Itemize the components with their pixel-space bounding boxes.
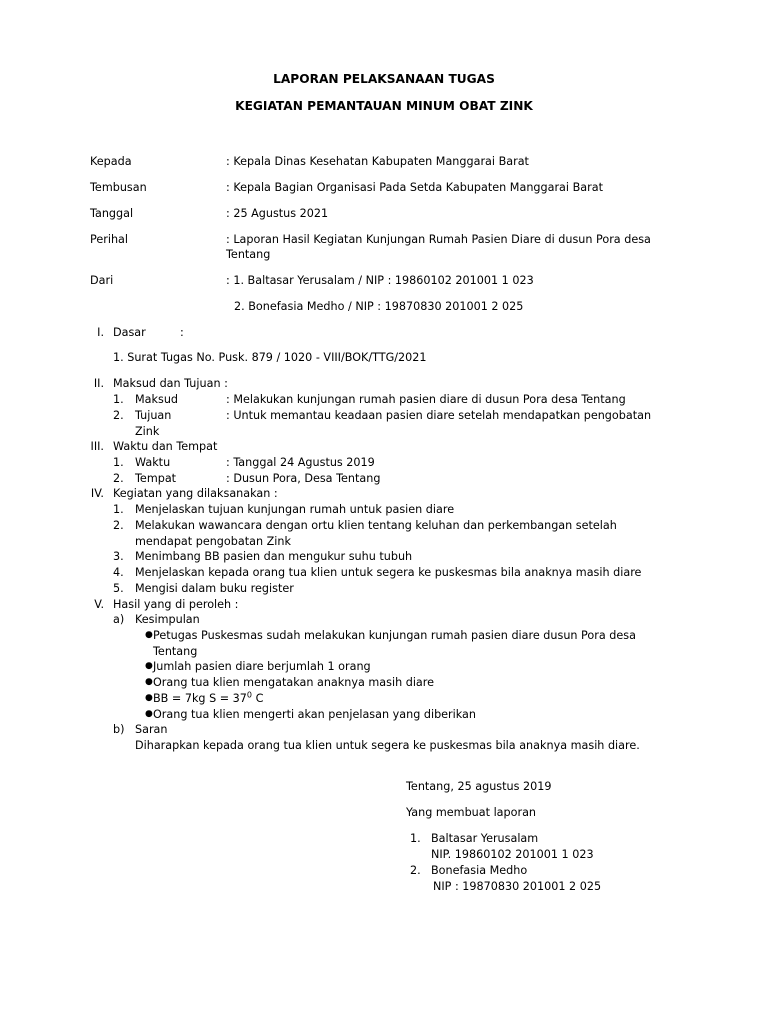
bullet-item: Orang tua klien mengerti akan penjelasan yang diberikan xyxy=(153,708,476,721)
list-number: 2. xyxy=(113,519,124,532)
dasar-item: 1. Surat Tugas No. Pusk. 879 / 1020 - VIII/BOK/TTG/2021 xyxy=(113,351,427,364)
bullet-item: Jumlah pasien diare berjumlah 1 orang xyxy=(153,660,371,673)
sub-list-letter: b) xyxy=(113,723,125,736)
sign-number: 2. xyxy=(410,864,421,877)
tembusan-value: : Kepala Bagian Organisasi Pada Setda Kabupaten Manggarai Barat xyxy=(226,181,603,194)
section-number: V. xyxy=(94,598,104,611)
temp-unit: C xyxy=(252,692,264,705)
dari-value-2: 2. Bonefasia Medho / NIP : 19870830 201001 2 025 xyxy=(234,300,524,313)
sign-place-date: Tentang, 25 agustus 2019 xyxy=(406,780,552,793)
list-item: Mengisi dalam buku register xyxy=(135,582,294,595)
section-number: IV. xyxy=(90,487,104,500)
section-title: Waktu dan Tempat xyxy=(113,440,218,453)
section-title: Maksud dan Tujuan : xyxy=(113,377,228,390)
list-value: : Untuk memantau keadaan pasien diare setelah mendapatkan pengobatan xyxy=(226,409,652,422)
bullet-icon: ● xyxy=(145,677,153,687)
sub-list-title: Saran xyxy=(135,723,168,736)
list-label: Tempat xyxy=(135,472,177,485)
bullet-item: Petugas Puskesmas sudah melakukan kunjungan rumah pasien diare dusun Pora desa xyxy=(153,629,636,642)
bullet-icon: ● xyxy=(145,630,153,640)
list-label: Tujuan xyxy=(135,409,172,422)
list-item: Menjelaskan tujuan kunjungan rumah untuk pasien diare xyxy=(135,503,455,516)
sign-nip: NIP. 19860102 201001 1 023 xyxy=(431,848,594,861)
section-number: I. xyxy=(97,326,104,339)
list-item-continued: mendapat pengobatan Zink xyxy=(135,535,291,548)
list-number: 2. xyxy=(113,472,124,485)
sub-list-title: Kesimpulan xyxy=(135,613,200,626)
section-number: II. xyxy=(93,377,104,390)
sub-list-letter: a) xyxy=(113,613,125,626)
list-number: 1. xyxy=(113,456,124,469)
bullet-icon: ● xyxy=(145,661,153,671)
list-number: 3. xyxy=(113,550,124,563)
list-value: : Dusun Pora, Desa Tentang xyxy=(226,472,381,485)
bullet-icon: ● xyxy=(145,709,153,719)
section-title: Kegiatan yang dilaksanakan : xyxy=(113,487,278,500)
dari-label: Dari xyxy=(90,274,114,287)
bullet-item-continued: Tentang xyxy=(153,645,198,658)
document-title: LAPORAN PELAKSANAAN TUGAS xyxy=(273,72,495,86)
list-item: Menimbang BB pasien dan mengukur suhu tubuh xyxy=(135,550,413,563)
section-colon: : xyxy=(180,326,184,339)
bullet-icon: ● xyxy=(145,693,153,703)
list-value: : Tanggal 24 Agustus 2019 xyxy=(226,456,375,469)
kepada-label: Kepada xyxy=(90,155,132,168)
bullet-item: Orang tua klien mengatakan anaknya masih diare xyxy=(153,676,435,689)
list-value-continued: Zink xyxy=(135,425,160,438)
list-number: 1. xyxy=(113,393,124,406)
tanggal-label: Tanggal xyxy=(90,207,134,220)
bb-text: BB = 7kg S = 37 xyxy=(153,692,247,705)
list-item: Menjelaskan kepada orang tua klien untuk segera ke puskesmas bila anaknya masih diare xyxy=(135,566,642,579)
list-number: 1. xyxy=(113,503,124,516)
saran-text: Diharapkan kepada orang tua klien untuk segera ke puskesmas bila anaknya masih diare. xyxy=(135,739,640,752)
list-number: 2. xyxy=(113,409,124,422)
list-number: 5. xyxy=(113,582,124,595)
sign-number: 1. xyxy=(410,832,421,845)
list-value: : Melakukan kunjungan rumah pasien diare di dusun Pora desa Tentang xyxy=(226,393,626,406)
section-title: Dasar xyxy=(113,326,146,339)
list-number: 4. xyxy=(113,566,124,579)
list-label: Waktu xyxy=(135,456,171,469)
section-title: Hasil yang di peroleh : xyxy=(113,598,239,611)
perihal-value: : Laporan Hasil Kegiatan Kunjungan Rumah Pasien Diare di dusun Pora desa Tentang xyxy=(226,233,651,261)
section-number: III. xyxy=(90,440,104,453)
document-subtitle: KEGIATAN PEMANTAUAN MINUM OBAT ZINK xyxy=(235,99,533,113)
dari-value-1: : 1. Baltasar Yerusalam / NIP : 19860102 201001 1 023 xyxy=(226,274,534,287)
sign-made-by: Yang membuat laporan xyxy=(406,806,537,819)
tanggal-value: : 25 Agustus 2021 xyxy=(226,207,329,220)
list-item: Melakukan wawancara dengan ortu klien tentang keluhan dan perkembangan setelah xyxy=(135,519,617,532)
kepada-value: : Kepala Dinas Kesehatan Kabupaten Manggarai Barat xyxy=(226,155,529,168)
degree-superscript: 0 xyxy=(246,690,253,700)
tembusan-label: Tembusan xyxy=(90,181,147,194)
perihal-label: Perihal xyxy=(90,233,128,246)
sign-name: Baltasar Yerusalam xyxy=(431,832,539,845)
sign-nip: NIP : 19870830 201001 2 025 xyxy=(433,880,602,893)
sign-name: Bonefasia Medho xyxy=(431,864,528,877)
bullet-item xyxy=(153,691,263,706)
list-label: Maksud xyxy=(135,393,179,406)
